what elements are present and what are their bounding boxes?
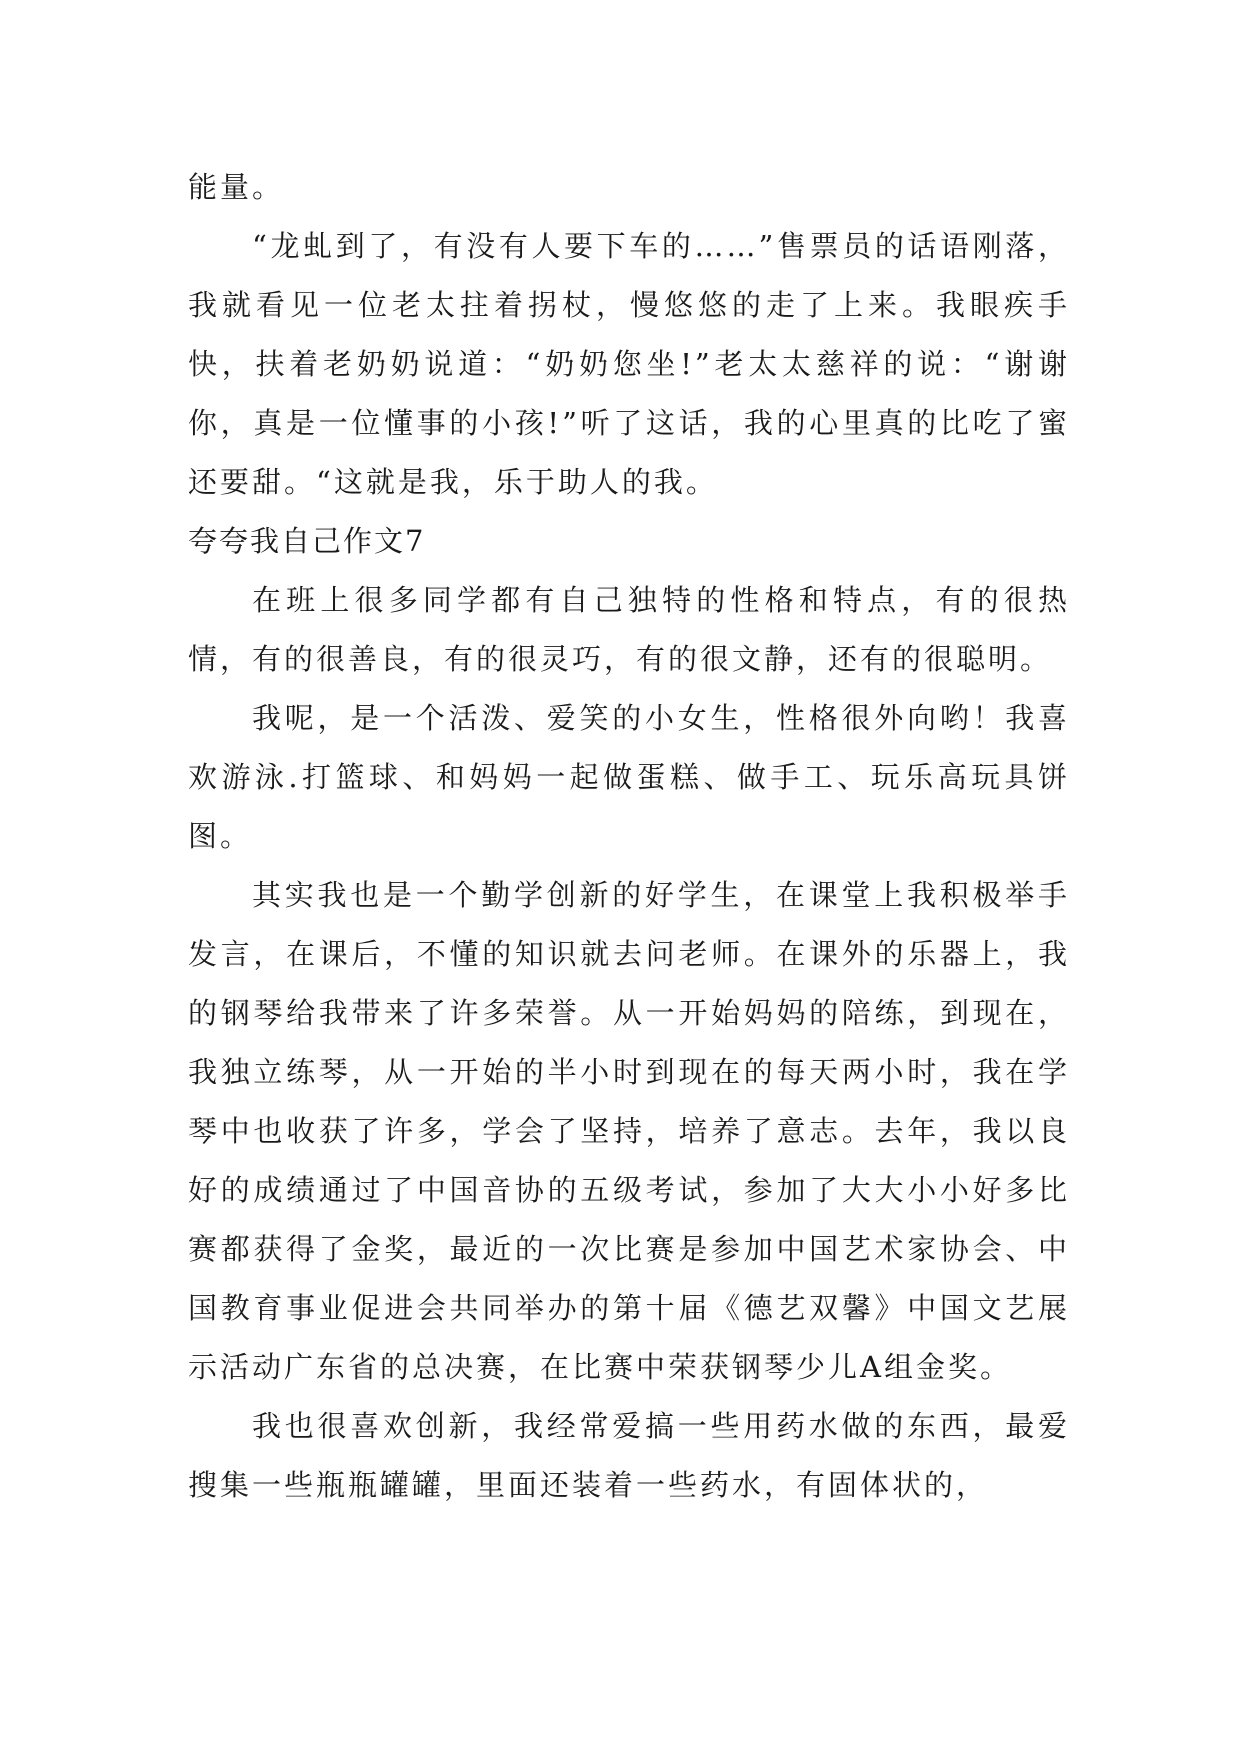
paragraph: “龙虬到了，有没有人要下车的……”售票员的话语刚落，我就看见一位老太拄着拐杖，慢悠悠的走了上来。我眼疾手快，扶着老奶奶说道：“奶奶您坐!”老太太慈祥的说：“谢谢你，真是一位懂事的小孩!”听了这话，我的心里真的比吃了蜜还要甜。“这就是我，乐于助人的我。: [188, 229, 1070, 499]
paragraph: 我呢，是一个活泼、爱笑的小女生，性格很外向哟！我喜欢游泳.打篮球、和妈妈一起做蛋糕、做手工、玩乐高玩具饼图。: [188, 701, 1070, 853]
paragraph: 我也很喜欢创新，我经常爱搞一些用药水做的东西，最爱搜集一些瓶瓶罐罐，里面还装着一些药水，有固体状的，: [188, 1409, 1070, 1502]
paragraph-continuation: 能量。: [188, 170, 285, 204]
essay-heading: 夸夸我自己作文7: [188, 524, 426, 558]
paragraph: 其实我也是一个勤学创新的好学生，在课堂上我积极举手发言，在课后，不懂的知识就去问老师。在课外的乐器上，我的钢琴给我带来了许多荣誉。从一开始妈妈的陪练，到现在，我独立练琴，从一开始的半小时到现在的每天两小时，我在学琴中也收获了许多，学会了坚持，培养了意志。去年，我以良好的成绩通过了中国音协的五级考试，参加了大大小小好多比赛都获得了金奖，最近的一次比赛是参加中国艺术家协会、中国教育事业促进会共同举办的第十届《德艺双馨》中国文艺展示活动广东省的总决赛，在比赛中荣获钢琴少儿A组金奖。: [188, 878, 1070, 1384]
document-body: [188, 158, 1070, 1515]
paragraph: 在班上很多同学都有自己独特的性格和特点，有的很热情，有的很善良，有的很灵巧，有的很文静，还有的很聪明。: [188, 583, 1070, 676]
